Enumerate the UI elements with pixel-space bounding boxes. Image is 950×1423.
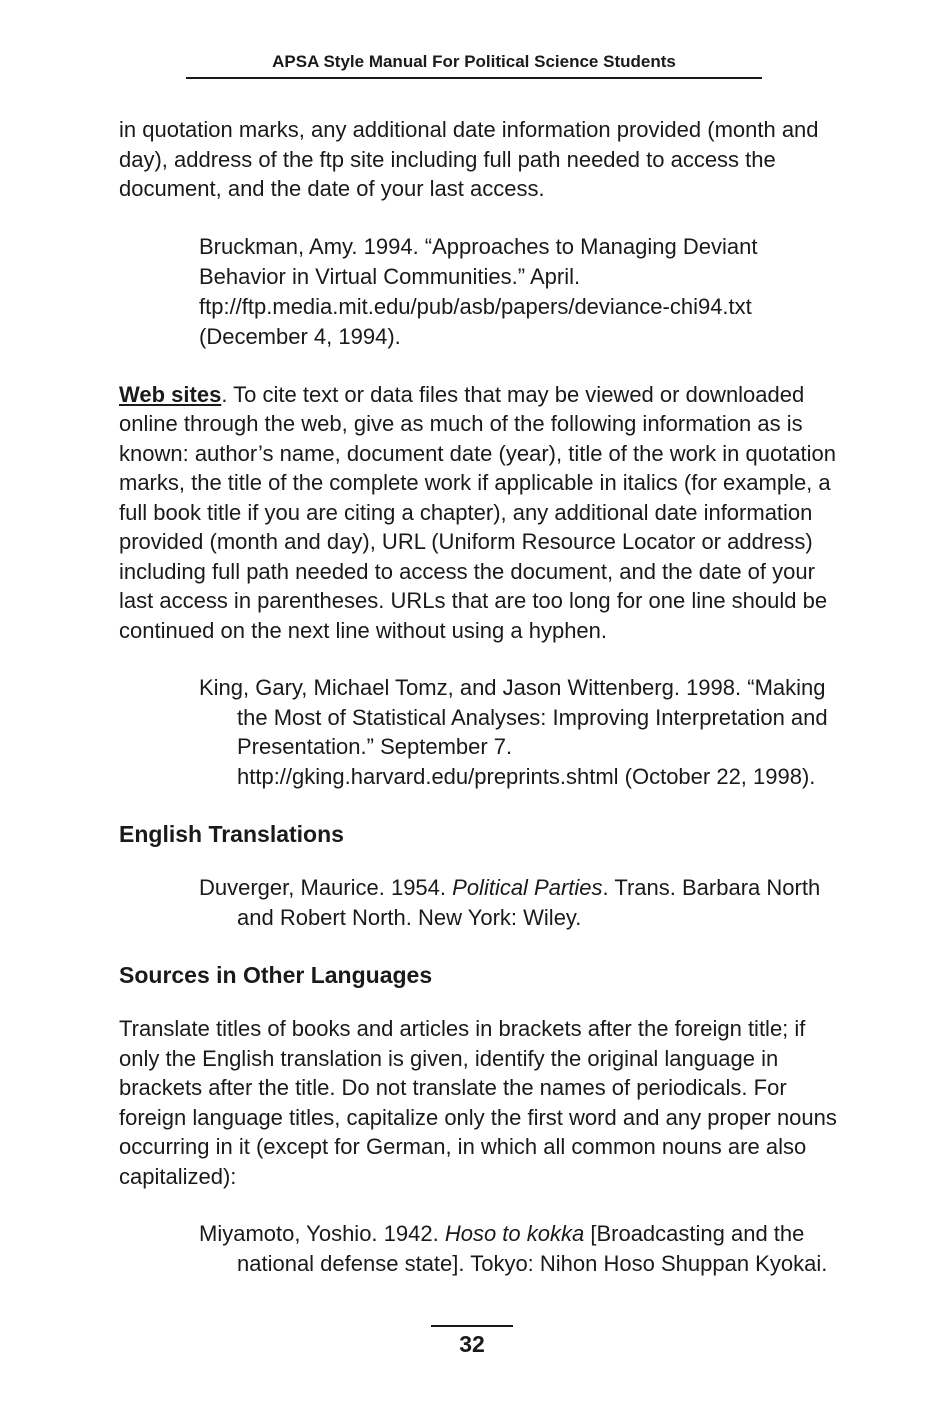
foreign-example-author: Miyamoto, Yoshio. 1942.: [199, 1221, 445, 1246]
other-languages-paragraph: Translate titles of books and articles in brackets after the foreign title; if only the English translation is given, identify the original language in brackets after the title. Do not translate the names of periodicals. For foreign language titles, capitalize only the first word and any proper nouns occurring in it (except for German, in which all common nouns are also capitalized):: [119, 1016, 837, 1189]
web-sites-text: . To cite text or data files that may be viewed or downloaded online through the web, give as much of the following information as is known: author’s name, document date (year), title of the work in quotation marks, the title of the complete work if applicable in italics (for example, a full book title if you are citing a chapter), any additional date information provided (month and day), URL (Uniform Resource Locator or address) including full path needed to access the document, and the date of your last access in parentheses. URLs that are too long for one line should be continued on the next line without using a hyphen.: [119, 381, 837, 643]
foreign-example-title: Hoso to kokka: [444, 1221, 585, 1246]
page-content: [119, 115, 839, 1306]
translation-example-title: Political Parties: [452, 875, 603, 900]
web-sites-paragraph: [119, 380, 839, 646]
running-head: APSA Style Manual For Political Science Students: [186, 52, 762, 79]
translation-example-author: Duverger, Maurice. 1954.: [199, 875, 453, 900]
web-example-citation: King, Gary, Michael Tomz, and Jason Wittenberg. 1998. “Making the Most of Statistical Analyses: Improving Interpretation and Presentation.” September 7. http://gking.harvard.edu/preprints.shtml (October 22, 1998).: [199, 675, 828, 789]
web-sites-lead: Web sites: [119, 381, 222, 407]
page-number: 32: [431, 1325, 513, 1358]
ftp-continuation-paragraph: in quotation marks, any additional date information provided (month and day), address of the ftp site including full path needed to access the document, and the date of your last access.: [119, 117, 819, 201]
english-translations-heading: English Translations: [119, 821, 344, 847]
translation-example-details: . Trans. Barbara North and Robert North. New York: Wiley.: [237, 875, 821, 930]
foreign-example-citation: [199, 1219, 839, 1278]
foreign-example-details: [Broadcasting and the national defense state]. Tokyo: Nihon Hoso Shuppan Kyokai.: [237, 1221, 828, 1276]
other-languages-heading: Sources in Other Languages: [119, 962, 433, 988]
ftp-example-citation: Bruckman, Amy. 1994. “Approaches to Managing Deviant Behavior in Virtual Communities.” April. ftp://ftp.media.mit.edu/pub/asb/papers/deviance-chi94.txt (December 4, 1994).: [199, 233, 758, 349]
translation-example-citation: [199, 873, 839, 932]
